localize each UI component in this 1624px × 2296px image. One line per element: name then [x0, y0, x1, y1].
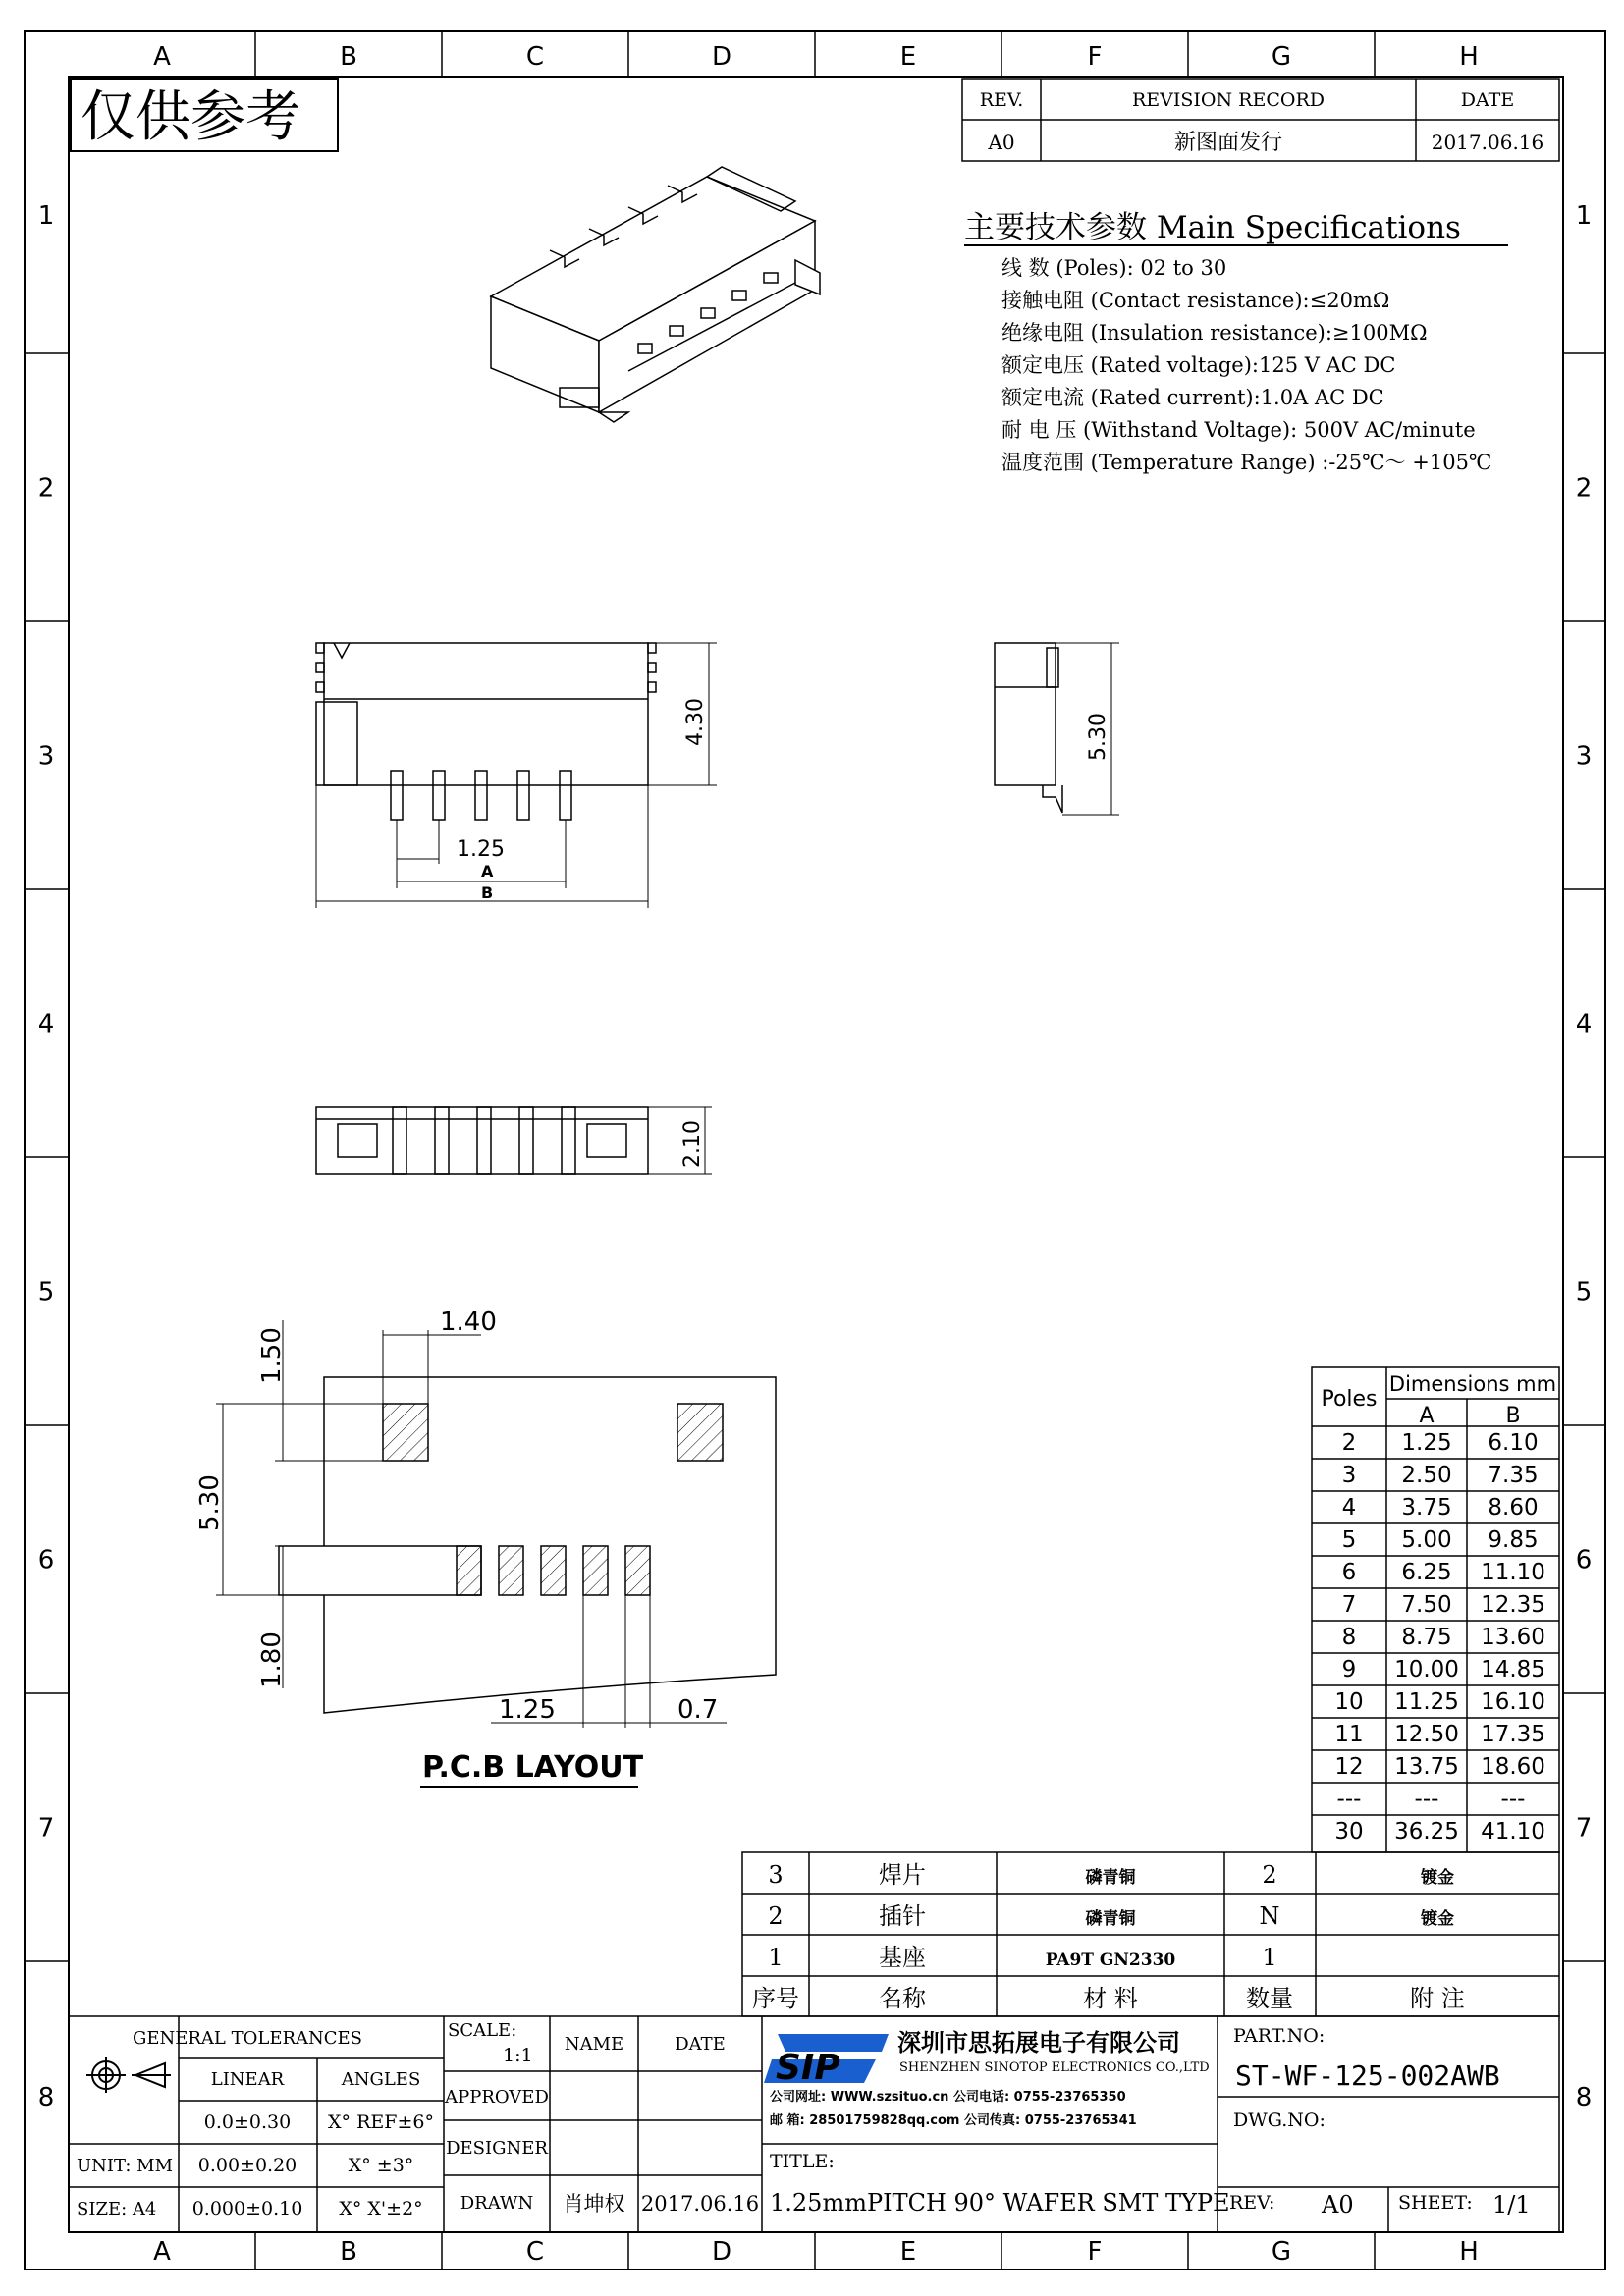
bottom-view — [316, 1107, 712, 1174]
dim-table-cell: 3.75 — [1401, 1495, 1452, 1521]
approved-label: APPROVED — [445, 2087, 549, 2108]
dim-table-dims-header: Dimensions mm — [1388, 1372, 1557, 1396]
spec-line-5: 额定电流 (Rated current):1.0A AC DC — [1001, 386, 1384, 409]
frame-col-label-bottom-E: E — [899, 2237, 917, 2267]
rev-header: REV. — [979, 89, 1024, 111]
revision-date: 2017.06.16 — [1431, 131, 1544, 154]
bom-cell: 2 — [1262, 1861, 1277, 1889]
dim-table-cell: 2 — [1341, 1430, 1357, 1456]
drawing-title: 1.25mmPITCH 90° WAFER SMT TYPE — [770, 2189, 1230, 2216]
tol-linear-2: 0.00±0.20 — [197, 2155, 298, 2176]
specs-title: 主要技术参数 Main Specifications — [964, 210, 1461, 245]
front-pitch-dim: 1.25 — [457, 837, 505, 862]
frame-row-label-left-2: 2 — [37, 473, 55, 504]
dim-table-cell: 6 — [1341, 1560, 1357, 1585]
dim-table-cell: 30 — [1334, 1819, 1364, 1844]
part-no-label: PART.NO: — [1233, 2025, 1326, 2047]
dim-table-cell: 16.10 — [1481, 1689, 1545, 1715]
bom-cell: 2 — [768, 1902, 784, 1930]
pcb-layout-title: P.C.B LAYOUT — [422, 1750, 644, 1785]
bom-header-cell: 附 注 — [1410, 1985, 1465, 2012]
bom-cell: 插针 — [879, 1902, 926, 1930]
company-name-cn: 深圳市思拓展电子有限公司 — [897, 2029, 1180, 2056]
tol-linear-1: 0.0±0.30 — [203, 2111, 292, 2133]
pcb-span-dim: 5.30 — [195, 1474, 225, 1531]
bom-cell: 镀金 — [1421, 1868, 1454, 1888]
frame-row-label-left-6: 6 — [37, 1545, 55, 1575]
dim-table-cell: 3 — [1341, 1463, 1357, 1488]
pcb-pitch-dim: 1.25 — [499, 1695, 556, 1725]
frame-row-label-left-5: 5 — [37, 1277, 55, 1308]
tol-linear-3: 0.000±0.10 — [191, 2198, 303, 2219]
frame-col-label-bottom-B: B — [340, 2237, 357, 2267]
dim-table-cell: 12.50 — [1394, 1722, 1459, 1747]
frame-col-label-top-F: F — [1087, 42, 1103, 72]
pcb-pin-length-dim: 1.80 — [257, 1631, 287, 1688]
frame-row-label-right-5: 5 — [1575, 1277, 1593, 1308]
dim-table-cell: 11.10 — [1481, 1560, 1545, 1585]
bom-header-cell: 数量 — [1246, 1985, 1293, 2012]
front-dim-b-label: B — [481, 883, 494, 902]
dim-table-cell: 1.25 — [1401, 1430, 1452, 1456]
frame-row-label-right-7: 7 — [1575, 1813, 1593, 1843]
dim-table-cell: --- — [1414, 1787, 1439, 1812]
frame-row-label-left-7: 7 — [37, 1813, 55, 1843]
frame-row-label-left-8: 8 — [37, 2083, 55, 2112]
frame-col-label-bottom-D: D — [711, 2237, 732, 2267]
sheet-label: SHEET: — [1398, 2192, 1473, 2214]
frame-col-label-top-D: D — [711, 42, 732, 72]
dim-table-cell: 18.60 — [1481, 1754, 1545, 1780]
dim-table-cell: --- — [1336, 1787, 1362, 1812]
revision-description: 新图面发行 — [1173, 131, 1283, 155]
dim-table-cell: --- — [1500, 1787, 1526, 1812]
frame-col-label-top-E: E — [899, 42, 917, 72]
pcb-pad-height-dim: 1.50 — [257, 1327, 287, 1384]
bom-header-cell: 材 料 — [1083, 1985, 1138, 2012]
spec-line-6: 耐 电 压 (Withstand Voltage): 500V AC/minute — [1001, 418, 1476, 442]
frame-col-label-bottom-A: A — [153, 2237, 171, 2267]
dim-table-cell: 13.60 — [1481, 1625, 1545, 1650]
dim-table-cell: 10.00 — [1394, 1657, 1459, 1682]
frame-row-label-right-1: 1 — [1575, 201, 1593, 231]
frame-row-label-left-3: 3 — [37, 741, 55, 772]
frame-col-label-top-C: C — [525, 42, 545, 72]
dim-table-cell: 2.50 — [1401, 1463, 1452, 1488]
scale-label: SCALE: — [448, 2020, 517, 2041]
bottom-height-dim: 2.10 — [680, 1120, 705, 1168]
sheet-value: 1/1 — [1492, 2191, 1531, 2218]
revision-record-header: REVISION RECORD — [1132, 89, 1325, 111]
drawn-label: DRAWN — [460, 2193, 534, 2214]
pcb-layout — [216, 1320, 776, 1728]
spec-line-3: 绝缘电阻 (Insulation resistance):≥100MΩ — [1001, 321, 1428, 345]
spec-line-7: 温度范围 (Temperature Range) :-25℃～ +105℃ — [1001, 451, 1492, 474]
projection-symbol-icon — [86, 2057, 171, 2093]
frame-col-label-top-G: G — [1271, 42, 1292, 72]
tol-angle-2: X° ±3° — [348, 2155, 414, 2176]
dim-table-cell: 41.10 — [1481, 1819, 1545, 1844]
dim-table-cell: 14.85 — [1481, 1657, 1545, 1682]
frame-row-label-left-1: 1 — [37, 201, 55, 231]
dim-table-cell: 36.25 — [1394, 1819, 1459, 1844]
bom-cell: 3 — [768, 1861, 784, 1889]
bom-cell: 镀金 — [1421, 1909, 1454, 1929]
bom-cell: PA9T GN2330 — [1045, 1950, 1176, 1970]
company-name-en: SHENZHEN SINOTOP ELECTRONICS CO.,LTD — [899, 2060, 1210, 2075]
part-no-value: ST-WF-125-002AWB — [1235, 2059, 1500, 2092]
dim-table-cell: 7.35 — [1488, 1463, 1539, 1488]
unit-label: UNIT: MM — [77, 2156, 174, 2176]
date-header: DATE — [1460, 89, 1515, 111]
bom-header-cell: 名称 — [879, 1985, 926, 2012]
name-header: NAME — [564, 2034, 624, 2055]
side-height-dim: 5.30 — [1086, 713, 1110, 761]
dim-table-cell: 5 — [1341, 1527, 1357, 1553]
frame-col-label-bottom-G: G — [1271, 2237, 1292, 2267]
bom-header-cell: 序号 — [752, 1985, 799, 2012]
dim-table-cell: 8.75 — [1401, 1625, 1452, 1650]
bom-table-rows — [752, 1861, 1465, 2012]
bom-cell: 1 — [768, 1944, 784, 1971]
linear-label: LINEAR — [210, 2069, 285, 2090]
frame-row-label-left-4: 4 — [37, 1009, 55, 1040]
dim-table-cell: 5.00 — [1401, 1527, 1452, 1553]
dim-table-cell: 7 — [1341, 1592, 1357, 1618]
date-col-header: DATE — [675, 2034, 726, 2055]
dim-table-cell: 12.35 — [1481, 1592, 1545, 1618]
dim-table-cell: 10 — [1334, 1689, 1364, 1715]
general-tolerances-label: GENERAL TOLERANCES — [132, 2028, 363, 2049]
front-view — [316, 643, 717, 908]
size-label: SIZE: A4 — [77, 2199, 157, 2219]
spec-line-1: 线 数 (Poles): 02 to 30 — [1001, 256, 1227, 280]
dimensions-table-rows — [1312, 1430, 1559, 1844]
dim-table-cell: 8.60 — [1488, 1495, 1539, 1521]
dim-table-cell: 11.25 — [1394, 1689, 1459, 1715]
pcb-pin-width-dim: 0.7 — [677, 1695, 719, 1725]
bom-cell: 磷青铜 — [1085, 1868, 1136, 1888]
front-dim-a-label: A — [481, 862, 494, 881]
stamp-text: 仅供参考 — [81, 85, 300, 149]
bom-cell: 基座 — [879, 1944, 926, 1971]
spec-line-4: 额定电压 (Rated voltage):125 V AC DC — [1001, 353, 1396, 377]
dim-table-cell: 9 — [1341, 1657, 1357, 1682]
isometric-view — [491, 167, 820, 422]
frame-col-label-bottom-C: C — [525, 2237, 545, 2267]
frame-col-label-top-A: A — [153, 42, 171, 72]
frame-row-label-right-8: 8 — [1575, 2083, 1593, 2112]
pcb-pad-width-dim: 1.40 — [440, 1308, 497, 1337]
front-height-dim: 4.30 — [683, 698, 708, 746]
dim-table-cell: 12 — [1334, 1754, 1364, 1780]
tol-angle-1: X° REF±6° — [328, 2111, 434, 2133]
rev-label: REV: — [1229, 2192, 1275, 2214]
frame-col-label-top-H: H — [1459, 42, 1479, 72]
dim-table-cell: 6.10 — [1488, 1430, 1539, 1456]
dim-table-cell: 17.35 — [1481, 1722, 1545, 1747]
frame-col-label-bottom-H: H — [1459, 2237, 1479, 2267]
svg-text:SIP: SIP — [776, 2048, 840, 2088]
drawn-date: 2017.06.16 — [640, 2192, 760, 2216]
dim-table-cell: 4 — [1341, 1495, 1357, 1521]
frame-row-label-right-4: 4 — [1575, 1009, 1593, 1040]
bom-cell: N — [1259, 1902, 1280, 1930]
dim-table-cell: 9.85 — [1488, 1527, 1539, 1553]
dim-table-poles-header: Poles — [1321, 1387, 1378, 1412]
angles-label: ANGLES — [341, 2069, 421, 2090]
tol-angle-3: X° X'±2° — [339, 2198, 423, 2219]
spec-line-2: 接触电阻 (Contact resistance):≤20mΩ — [1001, 289, 1390, 312]
dim-table-a-header: A — [1419, 1404, 1435, 1428]
rev-value: A0 — [988, 131, 1015, 154]
dim-table-cell: 8 — [1341, 1625, 1357, 1650]
dim-table-cell: 13.75 — [1394, 1754, 1459, 1780]
dim-table-cell: 7.50 — [1401, 1592, 1452, 1618]
bom-cell: 1 — [1262, 1944, 1277, 1971]
rev-no: A0 — [1322, 2191, 1354, 2218]
dim-table-b-header: B — [1505, 1404, 1521, 1428]
frame-col-label-bottom-F: F — [1087, 2237, 1103, 2267]
frame-row-label-right-2: 2 — [1575, 473, 1593, 504]
dim-table-cell: 6.25 — [1401, 1560, 1452, 1585]
drawn-name: 肖坤权 — [563, 2192, 625, 2216]
dwg-no-label: DWG.NO: — [1233, 2109, 1326, 2131]
company-contact-1: 公司网址: WWW.szsituo.cn 公司电话: 0755-23765350 — [770, 2090, 1126, 2105]
scale-value: 1:1 — [503, 2045, 533, 2066]
designer-label: DESIGNER — [446, 2138, 548, 2159]
dim-table-cell: 11 — [1334, 1722, 1364, 1747]
title-label: TITLE: — [770, 2151, 835, 2172]
company-logo — [764, 2034, 889, 2088]
frame-row-label-right-3: 3 — [1575, 741, 1593, 772]
company-contact-2: 邮 箱: 28501759828qq.com 公司传真: 0755-23765341 — [770, 2113, 1137, 2128]
frame-col-label-top-B: B — [340, 42, 357, 72]
frame-row-label-right-6: 6 — [1575, 1545, 1593, 1575]
bom-cell: 焊片 — [879, 1861, 926, 1889]
bom-cell: 磷青铜 — [1085, 1909, 1136, 1929]
